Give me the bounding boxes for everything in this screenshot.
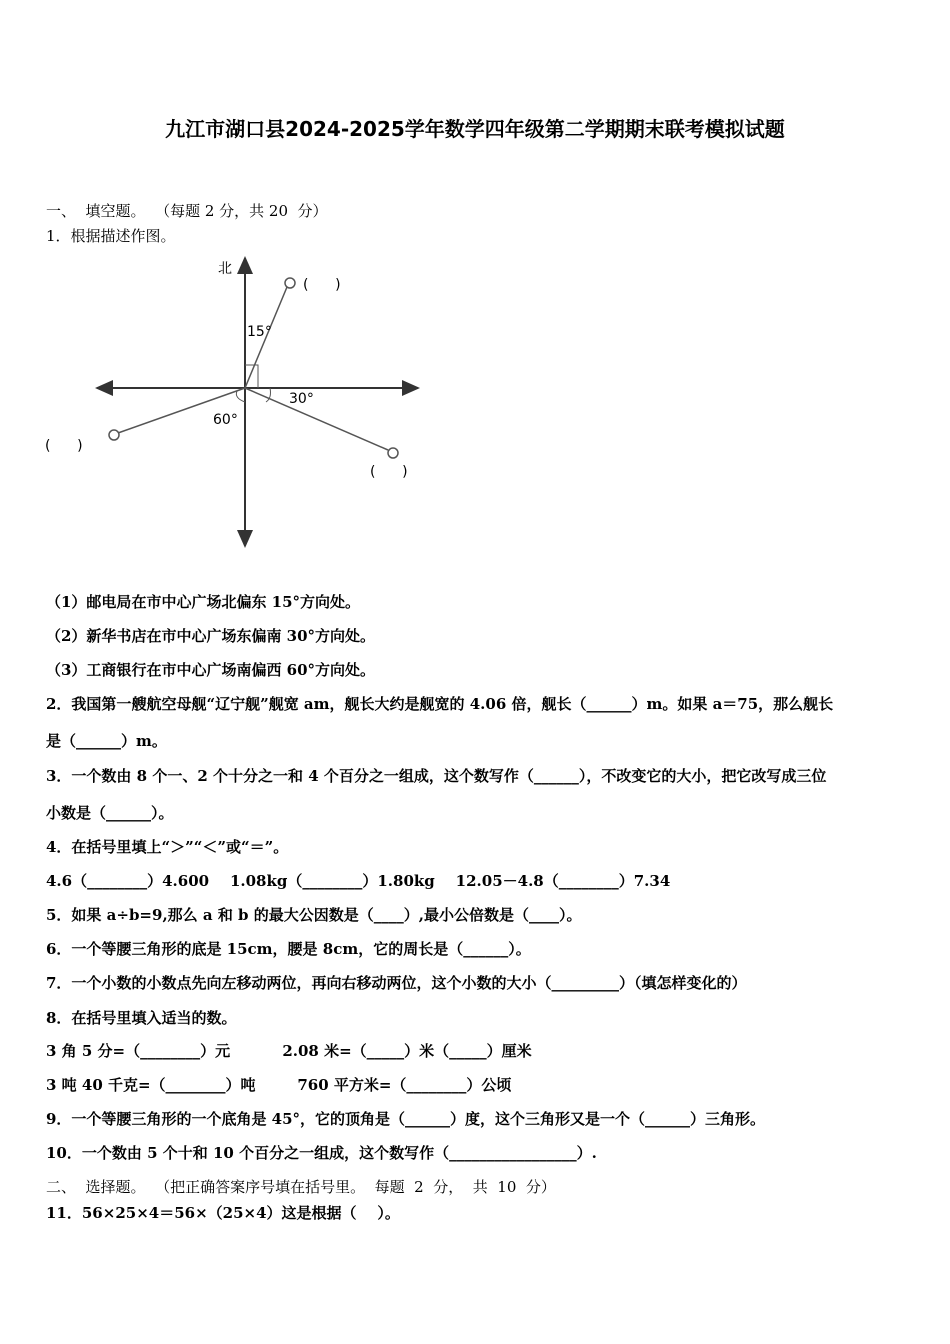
bookstore-line <box>245 388 388 450</box>
angle-30-label: 30° <box>289 391 314 407</box>
north-label: 北 <box>218 261 232 277</box>
question-7: 7．一个小数的小数点先向左移动两位，再向右移动两位，这个小数的大小（_________）（填怎样变化的） <box>46 974 747 992</box>
answer-blank-2: ( ) <box>370 464 408 480</box>
question-8-row-1: 3 角 5 分=（________）元 2.08 米=（_____）米（_____）厘米 <box>46 1042 532 1060</box>
question-6: 6．一个等腰三角形的底是 15cm，腰是 8cm，它的周长是（______）。 <box>46 940 531 958</box>
question-4-items: 4.6（________）4.600 1.08kg（________）1.80kg 12.05－4.8（________）7.34 <box>46 872 671 890</box>
question-4: 4．在括号里填上“＞”“＜”或“＝”。 <box>46 838 289 856</box>
bank-point <box>109 430 119 440</box>
question-5: 5．如果 a÷b=9,那么 a 和 b 的最大公因数是（____）,最小公倍数是（____）。 <box>46 906 582 924</box>
question-9: 9．一个等腰三角形的一个底角是 45°，它的顶角是（______）度，这个三角形又是一个（______）三角形。 <box>46 1110 766 1128</box>
bookstore-point <box>388 448 398 458</box>
direction-diagram <box>0 0 950 600</box>
answer-blank-1: ( ) <box>303 277 341 293</box>
question-8-row-2: 3 吨 40 千克=（________）吨 760 平方米=（________）公顷 <box>46 1076 512 1094</box>
q1-item-3: （3）工商银行在市中心广场南偏西 60°方向处。 <box>46 661 376 679</box>
angle-60-label: 60° <box>213 412 238 428</box>
angle-mark-30 <box>266 388 271 402</box>
section-2-heading: 二、 选择题。 （把正确答案序号填在括号里。 每题 2 分， 共 10 分） <box>46 1178 556 1196</box>
question-3-cont: 小数是（______）。 <box>46 804 174 822</box>
question-1: 1．根据描述作图。 <box>46 227 176 245</box>
question-8: 8．在括号里填入适当的数。 <box>46 1009 237 1027</box>
post-office-point <box>285 278 295 288</box>
q1-item-2: （2）新华书店在市中心广场东偏南 30°方向处。 <box>46 627 376 645</box>
q1-item-1: （1）邮电局在市中心广场北偏东 15°方向处。 <box>46 593 361 611</box>
question-2-cont: 是（______）m。 <box>46 732 167 750</box>
answer-blank-3: ( ) <box>45 438 83 454</box>
page-title: 九江市湖口县2024-2025学年数学四年级第二学期期末联考模拟试题 <box>165 117 785 141</box>
question-11: 11．56×25×4＝56×（25×4）这是根据（ ）。 <box>46 1204 400 1222</box>
section-1-heading: 一、 填空题。 （每题 2 分，共 20 分） <box>46 202 328 220</box>
angle-15-label: 15° <box>247 324 272 340</box>
question-3: 3．一个数由 8 个一、2 个十分之一和 4 个百分之一组成，这个数写作（______），不改变它的大小，把它改写成三位 <box>46 767 827 785</box>
angle-mark-60 <box>236 391 245 402</box>
question-10: 10．一个数由 5 个十和 10 个百分之一组成，这个数写作（_________________）. <box>46 1144 597 1162</box>
question-2: 2．我国第一艘航空母舰“辽宁舰”舰宽 am，舰长大约是舰宽的 4.06 倍，舰长（______）m。如果 a＝75，那么舰长 <box>46 695 834 713</box>
